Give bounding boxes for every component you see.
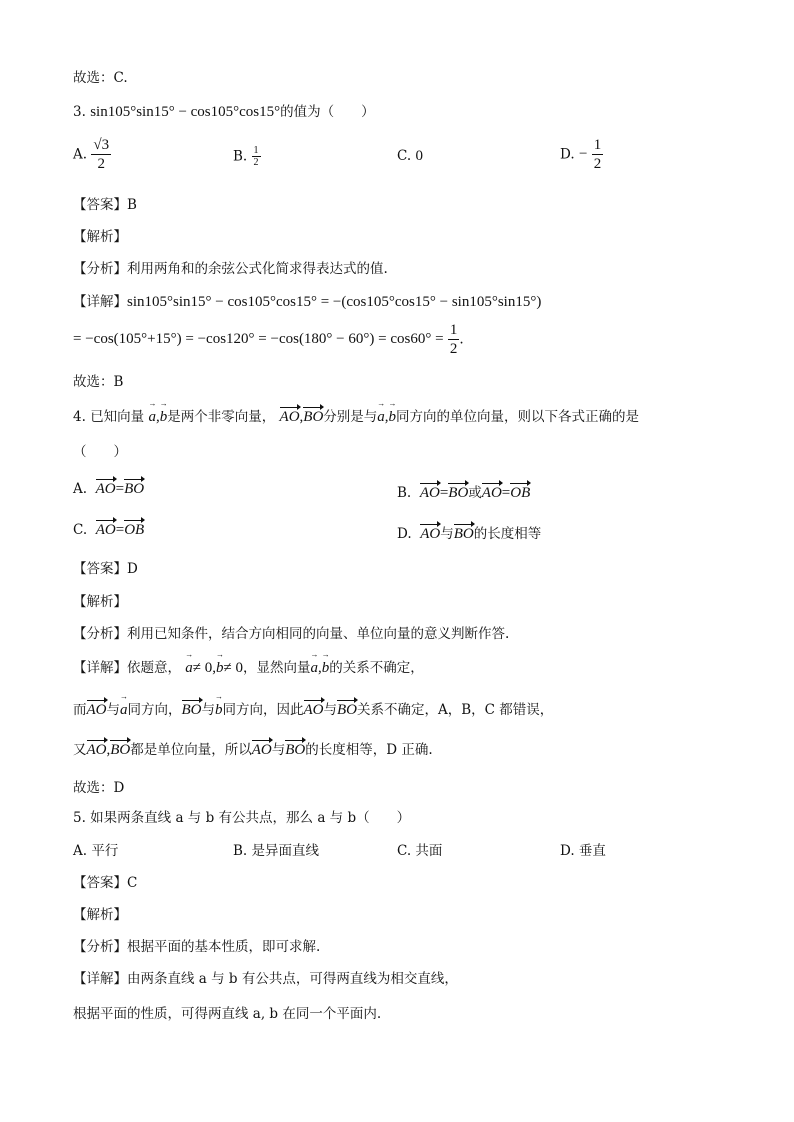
q5-detail-2: 根据平面的性质，可得两直线 a, b 在同一个平面内. bbox=[73, 1006, 382, 1022]
q4-result: 故选：D bbox=[73, 780, 125, 796]
q4-option-c: C. AO=OB bbox=[73, 522, 145, 538]
q5-fenxi: 【分析】根据平面的基本性质，即可求解. bbox=[73, 939, 321, 955]
q4-analysis-label: 【解析】 bbox=[73, 594, 127, 610]
q5-analysis-label: 【解析】 bbox=[73, 907, 127, 923]
question-4-stem: 4. 已知向量 → a,→ b是两个非零向量， AO,BO分别是与→ a,→ b同方向的单位向量，则以下各式正确的是 bbox=[73, 405, 639, 426]
question-3-stem: 3. sin105°sin15° − cos105°cos15°的值为（ ） bbox=[73, 104, 375, 120]
q5-answer: 【答案】C bbox=[73, 875, 138, 891]
q5-detail-1: 【详解】由两条直线 a 与 b 有公共点，可得两直线为相交直线， bbox=[73, 971, 458, 987]
q5-option-b: B. 是异面直线 bbox=[233, 843, 320, 859]
q5-option-d: D. 垂直 bbox=[560, 843, 606, 859]
q3-option-a: A. $\frac{√3}{2}$ bbox=[73, 137, 110, 172]
q3-detail-2: = −cos(105°+15°) = −cos120° = −cos(180° − 60°) = cos60° = $\frac{1}{2}$ . bbox=[73, 322, 464, 357]
q4-detail-2: 而AO与→ a同方向，BO与→ b同方向，因此AO与BO关系不确定，A，B，C 都错误， bbox=[73, 698, 553, 719]
q3-result: 故选：B bbox=[73, 374, 124, 390]
q3-option-b: B. $\frac{1}{2}$ bbox=[233, 145, 259, 168]
q3-fenxi: 【分析】利用两角和的余弦公式化简求得表达式的值. bbox=[73, 261, 388, 277]
q4-detail-1: 【详解】依题意， → a≠ 0,→ b≠ 0，显然向量→ a,→ b的关系不确定， bbox=[73, 656, 424, 677]
q3-detail-1: 【详解】sin105°sin15° − cos105°cos15° = −(cos105°cos15° − sin105°sin15°) bbox=[73, 294, 542, 310]
question-5-stem: 5. 如果两条直线 a 与 b 有公共点，那么 a 与 b（ ） bbox=[73, 810, 411, 826]
q4-fenxi: 【分析】利用已知条件，结合方向相同的向量、单位向量的意义判断作答. bbox=[73, 626, 510, 642]
q4-option-b: B. AO=BO或AO=OB bbox=[397, 485, 531, 501]
q4-detail-3: 又AO,BO都是单位向量，所以AO与BO的长度相等，D 正确. bbox=[73, 742, 433, 758]
result-line: 故选：C. bbox=[73, 70, 128, 86]
q5-option-a: A. 平行 bbox=[73, 843, 119, 859]
q4-answer: 【答案】D bbox=[73, 561, 138, 577]
question-3-expression: sin105°sin15° − cos105°cos15° bbox=[90, 104, 281, 120]
question-4-paren: （ ） bbox=[73, 444, 127, 460]
q3-option-d: D. − $\frac{1}{2}$ bbox=[560, 137, 602, 172]
q4-option-d: D. AO与BO的长度相等 bbox=[397, 526, 542, 542]
q5-option-c: C. 共面 bbox=[397, 843, 443, 859]
q3-analysis-label: 【解析】 bbox=[73, 229, 127, 245]
q3-option-c: C. 0 bbox=[397, 148, 423, 164]
q3-answer: 【答案】B bbox=[73, 197, 137, 213]
q4-option-a: A. AO=BO bbox=[73, 481, 145, 497]
